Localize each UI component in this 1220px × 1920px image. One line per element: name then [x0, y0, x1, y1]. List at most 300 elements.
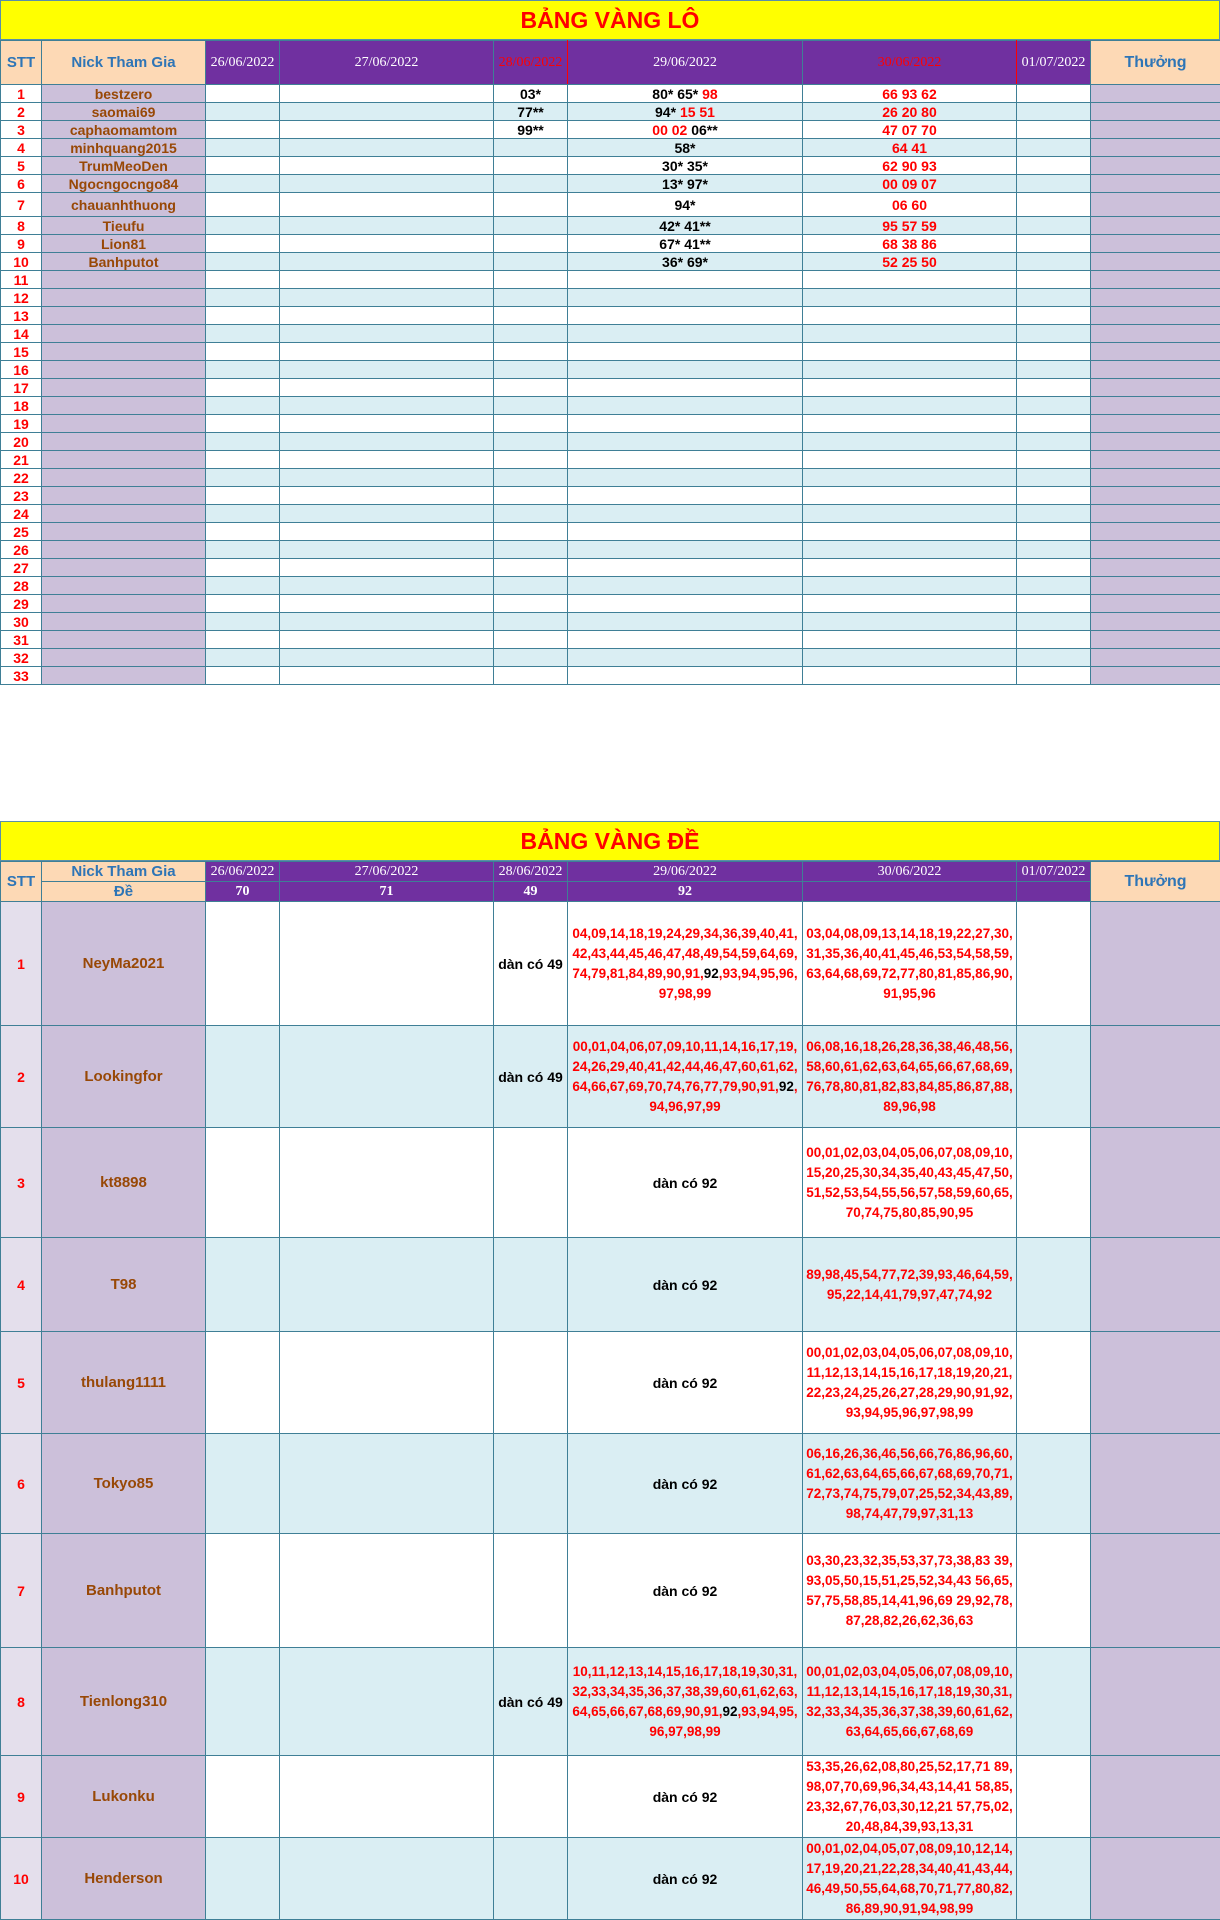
lo-cell-01: [1017, 85, 1091, 103]
de-cell-29-hit: 92: [704, 966, 719, 981]
de-header-date-29: 29/06/2022: [568, 862, 803, 882]
lo-row: [1, 175, 1220, 193]
lo-row-stt: 14: [1, 325, 42, 343]
de-cell-27: [280, 1648, 494, 1756]
lo-row-stt: 8: [1, 217, 42, 235]
lo-cell-30: 26 20 80: [803, 103, 1017, 121]
lo-row-nick: [42, 469, 206, 487]
de-cell-26: [206, 1534, 280, 1648]
lo-cell-empty: [494, 613, 568, 631]
lo-row-stt: 28: [1, 577, 42, 595]
lo-row: [1, 139, 1220, 157]
de-cell-30: [803, 1648, 1017, 1756]
lo-cell-empty: [803, 397, 1017, 415]
de-cell-reward: [1091, 1128, 1220, 1238]
lo-cell-27: [280, 85, 494, 103]
lo-row-stt: 22: [1, 469, 42, 487]
lo-cell-empty: [1017, 613, 1091, 631]
lo-row-stt: 23: [1, 487, 42, 505]
lo-cell-empty: [568, 487, 803, 505]
lo-cell-26: [206, 157, 280, 175]
lo-cell-empty: [803, 289, 1017, 307]
de-result-28: 49: [494, 882, 568, 902]
de-cell-26: [206, 1332, 280, 1434]
de-cell-29-hit: 92: [779, 1079, 794, 1094]
de-cell-01: [1017, 1026, 1091, 1128]
lo-cell-empty: [206, 487, 280, 505]
de-cell-27: [280, 1332, 494, 1434]
de-row: [1, 1434, 1220, 1534]
lo-cell-empty: [1017, 397, 1091, 415]
lo-cell-empty: [803, 613, 1017, 631]
de-row-nick: kt8898: [42, 1128, 206, 1238]
lo-cell-empty: [206, 397, 280, 415]
de-cell-29-dan: dàn có 92: [653, 1375, 718, 1391]
lo-cell-26: [206, 235, 280, 253]
lo-cell-30: 64 41: [803, 139, 1017, 157]
lo-cell-empty: [568, 667, 803, 685]
lo-row: [1, 85, 1220, 103]
lo-cell-empty: [206, 667, 280, 685]
de-cell-30: [803, 1756, 1017, 1838]
de-header-stt: STT: [1, 862, 42, 902]
lo-cell-empty: [568, 613, 803, 631]
lo-cell-29-black: 06**: [691, 122, 717, 138]
lo-row: [1, 433, 1220, 451]
lo-cell-empty: [280, 415, 494, 433]
lo-cell-reward: [1091, 505, 1220, 523]
lo-cell-empty: [803, 667, 1017, 685]
lo-cell-empty: [568, 631, 803, 649]
lo-cell-empty: [494, 343, 568, 361]
de-header-date-26: 26/06/2022: [206, 862, 280, 882]
lo-header-date-01: 01/07/2022: [1017, 41, 1091, 85]
lo-row: [1, 325, 1220, 343]
lo-cell-empty: [568, 307, 803, 325]
lo-cell-empty: [1017, 559, 1091, 577]
lo-cell-reward: [1091, 271, 1220, 289]
lo-cell-29-black: 67* 41**: [659, 236, 710, 252]
lo-row-nick: TrumMeoDen: [42, 157, 206, 175]
lo-cell-29-red: 00 02: [652, 122, 691, 138]
lo-row: [1, 193, 1220, 217]
lo-cell-empty: [494, 667, 568, 685]
de-cell-29: [568, 1534, 803, 1648]
lo-cell-empty: [568, 433, 803, 451]
de-row: [1, 1648, 1220, 1756]
lo-cell-empty: [206, 613, 280, 631]
lo-cell-empty: [568, 397, 803, 415]
lo-cell-empty: [206, 325, 280, 343]
lo-cell-30: 68 38 86: [803, 235, 1017, 253]
de-cell-26: [206, 1434, 280, 1534]
de-row-stt: 6: [1, 1434, 42, 1534]
de-cell-26: [206, 1128, 280, 1238]
lo-row-stt: 21: [1, 451, 42, 469]
lo-cell-26: [206, 175, 280, 193]
de-cell-28: [494, 1838, 568, 1920]
lo-row-stt: 13: [1, 307, 42, 325]
lo-cell-empty: [494, 631, 568, 649]
lo-cell-empty: [494, 325, 568, 343]
lo-cell-empty: [206, 469, 280, 487]
de-header-date-27: 27/06/2022: [280, 862, 494, 882]
de-cell-28: dàn có 49: [494, 902, 568, 1026]
lo-row: [1, 415, 1220, 433]
lo-cell-empty: [1017, 307, 1091, 325]
lo-cell-empty: [1017, 379, 1091, 397]
de-cell-30-list: 06,16,26,36,46,56,66,76,86,96,60,61,62,63,64,65,66,67,68,69,70,71,72,73,74,75,79,07,25,52,34,43,89,98,74,47,79,97,31,13: [803, 1444, 1016, 1524]
lo-cell-empty: [494, 469, 568, 487]
lo-header-date-28: 28/06/2022: [494, 41, 568, 85]
de-row-nick: Banhputot: [42, 1534, 206, 1648]
de-title: BẢNG VÀNG ĐỀ: [0, 821, 1220, 861]
lo-cell-empty: [280, 433, 494, 451]
lo-cell-empty: [568, 559, 803, 577]
lo-row-stt: 27: [1, 559, 42, 577]
lo-row: [1, 469, 1220, 487]
lo-cell-empty: [568, 379, 803, 397]
de-row: [1, 1756, 1220, 1838]
lo-row-stt: 6: [1, 175, 42, 193]
lo-row-nick: [42, 559, 206, 577]
lo-row: [1, 361, 1220, 379]
de-cell-29-dan: dàn có 92: [653, 1583, 718, 1599]
de-cell-01: [1017, 1332, 1091, 1434]
lo-row: [1, 613, 1220, 631]
lo-cell-empty: [1017, 325, 1091, 343]
lo-cell-empty: [280, 595, 494, 613]
lo-row: [1, 595, 1220, 613]
lo-cell-empty: [206, 541, 280, 559]
lo-header-date-29: 29/06/2022: [568, 41, 803, 85]
lo-row: [1, 505, 1220, 523]
lo-cell-empty: [803, 271, 1017, 289]
lo-cell-empty: [494, 487, 568, 505]
lo-cell-30: 52 25 50: [803, 253, 1017, 271]
lo-cell-27: [280, 139, 494, 157]
lo-row-nick: caphaomamtom: [42, 121, 206, 139]
lo-row-nick: [42, 271, 206, 289]
lo-row-nick: [42, 307, 206, 325]
lo-row: [1, 541, 1220, 559]
lo-header-reward: Thưởng: [1091, 41, 1220, 85]
lo-cell-empty: [1017, 577, 1091, 595]
de-row: [1, 1332, 1220, 1434]
lo-row: [1, 157, 1220, 175]
lo-cell-reward: [1091, 85, 1220, 103]
de-row-stt: 9: [1, 1756, 42, 1838]
de-cell-reward: [1091, 1026, 1220, 1128]
lo-row-stt: 31: [1, 631, 42, 649]
de-row: [1, 1838, 1220, 1920]
lo-cell-empty: [1017, 415, 1091, 433]
lo-cell-reward: [1091, 217, 1220, 235]
de-cell-30: [803, 902, 1017, 1026]
lo-cell-empty: [280, 325, 494, 343]
lo-cell-reward: [1091, 469, 1220, 487]
de-cell-30: [803, 1434, 1017, 1534]
de-cell-30: [803, 1332, 1017, 1434]
lo-cell-28: [494, 217, 568, 235]
lo-cell-reward: [1091, 667, 1220, 685]
lo-cell-empty: [568, 541, 803, 559]
lo-cell-empty: [206, 451, 280, 469]
de-cell-reward: [1091, 1238, 1220, 1332]
lo-cell-27: [280, 103, 494, 121]
lo-cell-empty: [206, 379, 280, 397]
lo-cell-01: [1017, 217, 1091, 235]
lo-row: [1, 667, 1220, 685]
de-result-row: [1, 882, 1220, 902]
lo-cell-empty: [568, 469, 803, 487]
lo-cell-empty: [206, 415, 280, 433]
lo-cell-reward: [1091, 523, 1220, 541]
lo-cell-empty: [568, 577, 803, 595]
lo-cell-empty: [206, 523, 280, 541]
de-cell-01: [1017, 1128, 1091, 1238]
de-cell-27: [280, 1026, 494, 1128]
lo-cell-reward: [1091, 559, 1220, 577]
lo-cell-reward: [1091, 325, 1220, 343]
de-row-nick: NeyMa2021: [42, 902, 206, 1026]
de-cell-30-list: 89,98,45,54,77,72,39,93,46,64,59,95,22,14,41,79,97,47,74,92: [803, 1265, 1016, 1305]
de-cell-27: [280, 1838, 494, 1920]
lo-cell-empty: [568, 523, 803, 541]
de-cell-01: [1017, 1756, 1091, 1838]
de-cell-01: [1017, 1434, 1091, 1534]
lo-cell-empty: [803, 523, 1017, 541]
lo-cell-empty: [1017, 523, 1091, 541]
de-cell-29: [568, 1128, 803, 1238]
lo-cell-01: [1017, 157, 1091, 175]
de-cell-reward: [1091, 1756, 1220, 1838]
de-row-stt: 3: [1, 1128, 42, 1238]
lo-cell-empty: [280, 631, 494, 649]
lo-cell-empty: [1017, 433, 1091, 451]
lo-cell-29-black: 13* 97*: [662, 176, 708, 192]
de-cell-30: [803, 1128, 1017, 1238]
lo-table: [0, 40, 1220, 685]
de-row: [1, 1534, 1220, 1648]
de-row-nick: Lookingfor: [42, 1026, 206, 1128]
lo-cell-empty: [206, 577, 280, 595]
lo-cell-26: [206, 217, 280, 235]
lo-row-stt: 32: [1, 649, 42, 667]
lo-row-stt: 1: [1, 85, 42, 103]
lo-cell-29: [568, 253, 803, 271]
lo-cell-reward: [1091, 157, 1220, 175]
lo-row-nick: [42, 613, 206, 631]
lo-header-date-30: 30/06/2022: [803, 41, 1017, 85]
lo-cell-empty: [280, 505, 494, 523]
de-cell-30-list: 00,01,02,04,05,07,08,09,10,12,14,17,19,20,21,22,28,34,40,41,43,44,46,49,50,55,64,68,70,71,77,80,82,86,89,90,91,94,98,99: [803, 1839, 1016, 1919]
lo-cell-27: [280, 157, 494, 175]
de-header-row: [1, 862, 1220, 882]
lo-cell-empty: [803, 433, 1017, 451]
lo-cell-30: 62 90 93: [803, 157, 1017, 175]
de-cell-29-pre: 04,09,14,18,19,24,29,34,36,39,40,41,42,43,44,45,46,47,48,49,54,59,64,69,74,79,81,84,89,90,91,: [572, 926, 797, 981]
de-cell-reward: [1091, 1434, 1220, 1534]
lo-row-nick: bestzero: [42, 85, 206, 103]
de-cell-27: [280, 1238, 494, 1332]
de-row-stt: 10: [1, 1838, 42, 1920]
lo-row: [1, 451, 1220, 469]
lo-row-stt: 11: [1, 271, 42, 289]
lo-cell-01: [1017, 193, 1091, 217]
lo-cell-empty: [494, 559, 568, 577]
de-cell-01: [1017, 1534, 1091, 1648]
lo-cell-29: [568, 85, 803, 103]
de-cell-29: [568, 1756, 803, 1838]
de-cell-26: [206, 902, 280, 1026]
de-cell-reward: [1091, 1332, 1220, 1434]
de-cell-reward: [1091, 1838, 1220, 1920]
lo-header-date-26: 26/06/2022: [206, 41, 280, 85]
lo-cell-28: [494, 235, 568, 253]
lo-cell-30: 00 09 07: [803, 175, 1017, 193]
lo-cell-reward: [1091, 175, 1220, 193]
lo-row-nick: [42, 361, 206, 379]
lo-cell-empty: [1017, 271, 1091, 289]
lo-cell-28: [494, 139, 568, 157]
lo-cell-reward: [1091, 577, 1220, 595]
de-cell-reward: [1091, 1534, 1220, 1648]
lo-cell-29: [568, 139, 803, 157]
de-cell-reward: [1091, 1648, 1220, 1756]
lo-cell-empty: [1017, 505, 1091, 523]
lo-row-nick: [42, 595, 206, 613]
lo-cell-empty: [803, 577, 1017, 595]
lo-cell-27: [280, 193, 494, 217]
de-cell-27: [280, 902, 494, 1026]
de-cell-28: [494, 1756, 568, 1838]
de-header-date-30: 30/06/2022: [803, 862, 1017, 882]
lo-row: [1, 577, 1220, 595]
lo-cell-reward: [1091, 253, 1220, 271]
lo-row-nick: [42, 433, 206, 451]
lo-cell-empty: [280, 271, 494, 289]
lo-cell-29-red: 98: [702, 86, 718, 102]
lo-cell-empty: [494, 451, 568, 469]
lo-cell-empty: [568, 595, 803, 613]
lo-cell-30: 95 57 59: [803, 217, 1017, 235]
de-cell-29: [568, 902, 803, 1026]
lo-row-nick: [42, 649, 206, 667]
lo-cell-empty: [280, 361, 494, 379]
de-row: [1, 902, 1220, 1026]
de-cell-30-list: 00,01,02,03,04,05,06,07,08,09,10,15,20,25,30,34,35,40,43,45,47,50,51,52,53,54,55,56,57,58,59,60,65,70,74,75,80,85,90,95: [803, 1143, 1016, 1223]
lo-cell-empty: [803, 415, 1017, 433]
lo-cell-29-black: 36* 69*: [662, 254, 708, 270]
lo-row-nick: Ngocngocngo84: [42, 175, 206, 193]
de-cell-29-pre: 10,11,12,13,14,15,16,17,18,19,30,31,32,33,34,35,36,37,38,39,60,61,62,63,64,65,66,67,68,69,90,91,: [572, 1664, 797, 1719]
lo-cell-29: [568, 157, 803, 175]
lo-cell-30: 47 07 70: [803, 121, 1017, 139]
de-result-01: [1017, 882, 1091, 902]
lo-cell-28: [494, 175, 568, 193]
lo-cell-29-black: 42* 41**: [659, 218, 710, 234]
lo-cell-empty: [1017, 487, 1091, 505]
lo-cell-28: 77**: [494, 103, 568, 121]
lo-row: [1, 253, 1220, 271]
lo-row: [1, 271, 1220, 289]
de-row: [1, 1026, 1220, 1128]
lo-cell-empty: [803, 541, 1017, 559]
lo-cell-empty: [280, 487, 494, 505]
de-cell-30-list: 00,01,02,03,04,05,06,07,08,09,10,11,12,13,14,15,16,17,18,19,20,21,22,23,24,25,26,27,28,29,90,91,92,93,94,95,96,97,98,99: [803, 1343, 1016, 1423]
lo-cell-reward: [1091, 379, 1220, 397]
de-cell-01: [1017, 902, 1091, 1026]
de-cell-01: [1017, 1648, 1091, 1756]
lo-cell-empty: [494, 289, 568, 307]
de-cell-29-post: ,93,94,95,96,97,98,99: [659, 966, 798, 1001]
lo-row-nick: Tieufu: [42, 217, 206, 235]
lo-cell-reward: [1091, 397, 1220, 415]
lo-cell-29-black: 94*: [674, 197, 695, 213]
de-cell-29-dan: dàn có 92: [653, 1277, 718, 1293]
lo-cell-empty: [280, 613, 494, 631]
lo-row-nick: [42, 397, 206, 415]
de-cell-29-dan: dàn có 92: [653, 1476, 718, 1492]
lo-row-stt: 25: [1, 523, 42, 541]
lo-cell-29: [568, 217, 803, 235]
lo-cell-29-black: 80* 65*: [652, 86, 702, 102]
de-cell-28: [494, 1332, 568, 1434]
lo-cell-01: [1017, 139, 1091, 157]
de-cell-28: [494, 1434, 568, 1534]
lo-cell-empty: [206, 433, 280, 451]
lo-cell-29-red: 15 51: [680, 104, 715, 120]
de-row-stt: 4: [1, 1238, 42, 1332]
lo-cell-29-black: 94*: [655, 104, 680, 120]
de-cell-28: [494, 1534, 568, 1648]
lo-cell-30: 66 93 62: [803, 85, 1017, 103]
lo-cell-empty: [803, 559, 1017, 577]
lo-cell-29: [568, 103, 803, 121]
lo-cell-empty: [803, 487, 1017, 505]
lo-cell-28: 99**: [494, 121, 568, 139]
de-row-nick: thulang1111: [42, 1332, 206, 1434]
lo-cell-empty: [568, 361, 803, 379]
de-cell-27: [280, 1534, 494, 1648]
lo-row-nick: [42, 487, 206, 505]
lo-row-nick: [42, 577, 206, 595]
lo-cell-empty: [803, 631, 1017, 649]
lo-cell-empty: [494, 595, 568, 613]
lo-cell-26: [206, 139, 280, 157]
lo-cell-reward: [1091, 649, 1220, 667]
lo-cell-reward: [1091, 631, 1220, 649]
de-cell-29: [568, 1238, 803, 1332]
lo-row-stt: 5: [1, 157, 42, 175]
de-cell-28: [494, 1238, 568, 1332]
lo-cell-empty: [568, 271, 803, 289]
lo-cell-reward: [1091, 343, 1220, 361]
lo-cell-empty: [494, 397, 568, 415]
lo-cell-empty: [568, 649, 803, 667]
de-cell-26: [206, 1756, 280, 1838]
de-cell-26: [206, 1648, 280, 1756]
lo-cell-empty: [568, 325, 803, 343]
lo-cell-reward: [1091, 433, 1220, 451]
lo-cell-29: [568, 193, 803, 217]
de-cell-30: [803, 1838, 1017, 1920]
lo-cell-empty: [494, 307, 568, 325]
lo-cell-reward: [1091, 103, 1220, 121]
de-row-nick: Tienlong310: [42, 1648, 206, 1756]
lo-cell-empty: [206, 289, 280, 307]
